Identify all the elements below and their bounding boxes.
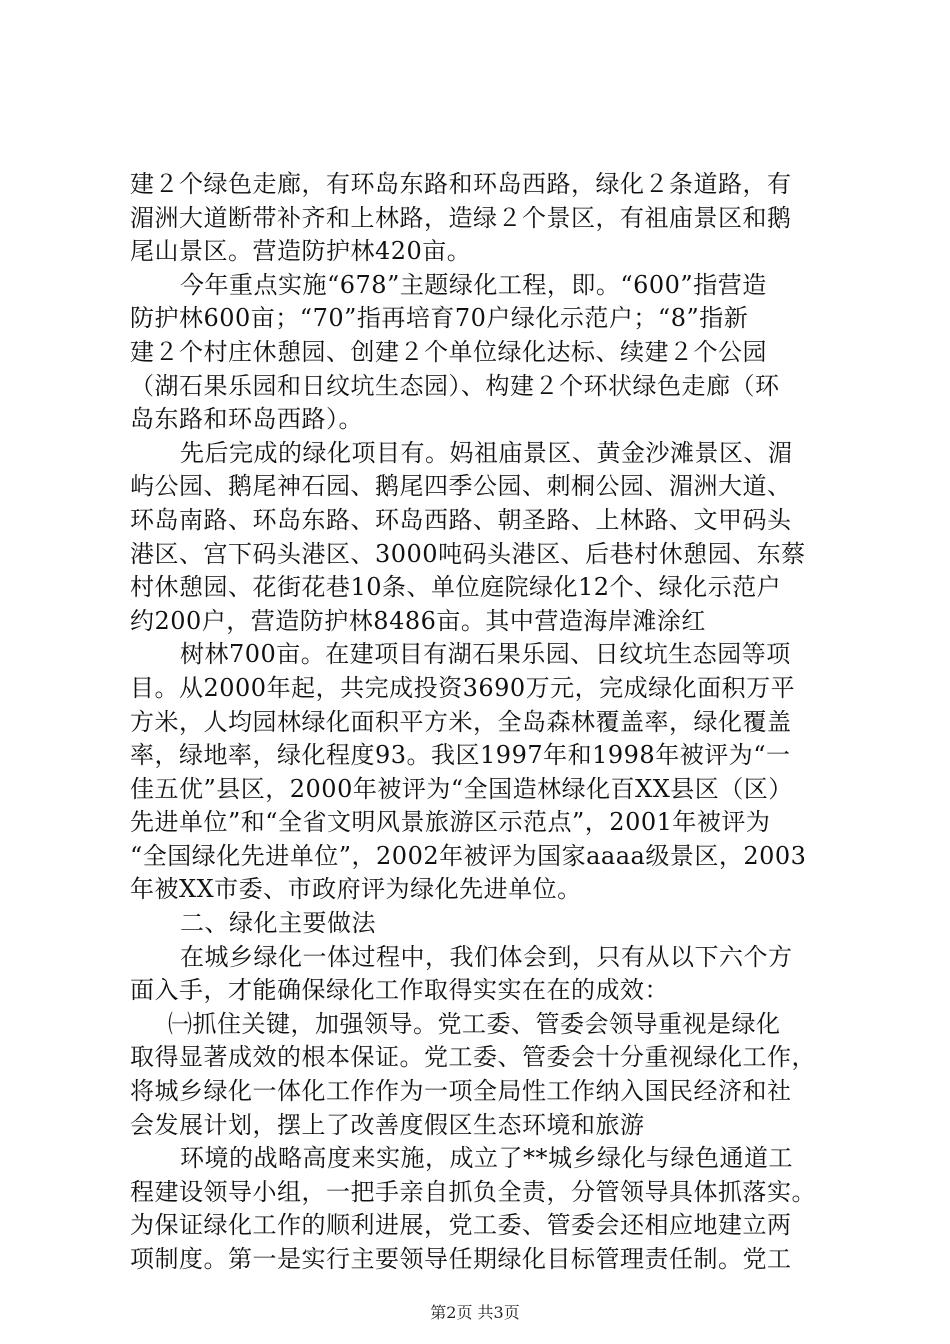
text-line: 环境的战略高度来实施，成立了**城乡绿化与绿色通道工 (180, 1144, 793, 1173)
text-line: 防护林600亩；“70”指再培育70户绿化示范户；“8”指新 (130, 304, 749, 333)
text-line: 尾山景区。营造防护林420亩。 (130, 237, 472, 266)
text-line: 树林700亩。在建项目有湖石果乐园、日纹坑生态园等项 (180, 640, 791, 669)
text-line: 岛东路和环岛西路）。 (130, 405, 363, 434)
section-heading: 二、绿化主要做法 (180, 909, 376, 938)
text-line: 为保证绿化工作的顺利进展，党工委、管委会还相应地建立两 (130, 1211, 792, 1240)
text-line: ㈠抓住关键，加强领导。党工委、管委会领导重视是绿化 (168, 1009, 781, 1038)
text-line: 屿公园、鹅尾神石园、鹅尾四季公园、刺桐公园、湄洲大道、 (130, 472, 792, 501)
text-line: 面入手，才能确保绿化工作取得实实在在的成效： (130, 976, 669, 1005)
text-line: 将城乡绿化一体化工作作为一项全局性工作纳入国民经济和社 (130, 1077, 792, 1106)
text-line: 取得显著成效的根本保证。党工委、管委会十分重视绿化工作， (130, 1043, 816, 1072)
text-line: 先后完成的绿化项目有。妈祖庙景区、黄金沙滩景区、湄 (180, 438, 793, 467)
document-body (130, 168, 830, 1277)
text-line: 年被XX市委、市政府评为绿化先进单位。 (130, 875, 582, 904)
text-line: 项制度。第一是实行主要领导任期绿化目标管理责任制。党工 (130, 1245, 792, 1273)
text-line: 湄洲大道断带补齐和上林路，造绿２个景区，有祖庙景区和鹅 (130, 203, 792, 232)
text-line: 约200户，营造防护林8486亩。其中营造海岸滩涂红 (130, 606, 706, 635)
text-line: “全国绿化先进单位”，2002年被评为国家aaaa级景区，2003 (130, 841, 807, 870)
text-line: 方米，人均园林绿化面积平方米，全岛森林覆盖率，绿化覆盖 (130, 707, 792, 736)
text-line: 建２个村庄休憩园、创建２个单位绿化达标、续建２个公园 (130, 337, 767, 366)
text-line: 程建设领导小组，一把手亲自抓负全责，分管领导具体抓落实。 (130, 1177, 816, 1206)
text-line: 会发展计划，摆上了改善度假区生态环境和旅游 (130, 1110, 645, 1139)
text-line: 率，绿地率，绿化程度93。我区1997年和1998年被评为“一 (130, 741, 791, 770)
text-line: 今年重点实施“678”主题绿化工程，即。“600”指营造 (180, 270, 767, 299)
text-line: 村休憩园、花街花巷10条、单位庭院绿化12个、绿化示范户 (130, 573, 782, 602)
text-line: 佳五优”县区，2000年被评为“全国造林绿化百XX县区（区） (130, 774, 793, 803)
text-line: 建２个绿色走廊，有环岛东路和环岛西路，绿化２条道路，有 (130, 170, 792, 198)
text-line: 环岛南路、环岛东路、环岛西路、朝圣路、上林路、文甲码头 (130, 505, 792, 534)
text-line: （湖石果乐园和日纹坑生态园）、构建２个环状绿色走廊（环 (130, 371, 780, 400)
text-line: 港区、宫下码头港区、3000吨码头港区、后巷村休憩园、东蔡 (130, 539, 806, 568)
page-number-footer: 第2页 共3页 (430, 1303, 520, 1322)
text-line: 在城乡绿化一体过程中，我们体会到，只有从以下六个方 (180, 942, 793, 971)
text-line: 先进单位”和“全省文明风景旅游区示范点”，2001年被评为 (130, 808, 771, 837)
text-line: 目。从2000年起，共完成投资3690万元，完成绿化面积万平 (130, 673, 796, 702)
